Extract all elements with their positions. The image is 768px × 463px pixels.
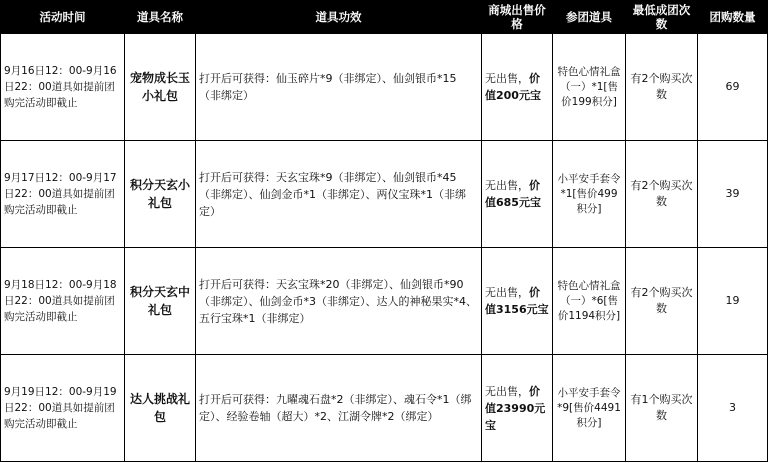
cell-price: [482, 248, 553, 355]
price-value: 价值3156元宝: [485, 286, 549, 316]
table-row: [1, 355, 768, 462]
header-item: 参团道具: [553, 1, 626, 34]
cell-name: 积分天玄小礼包: [125, 141, 196, 248]
cell-effect: 打开后可获得：仙玉碎片*9（非绑定）、仙剑银币*15（非绑定）: [196, 34, 482, 141]
cell-time: 9月19日12：00-9月19日22：00道具如提前团购完活动即截止: [1, 355, 125, 462]
table-row: [1, 141, 768, 248]
cell-item: 小平安手套令*9[售价4491积分]: [553, 355, 626, 462]
price-value: 价值685元宝: [485, 179, 541, 209]
header-time: 活动时间: [1, 1, 125, 34]
cell-price: [482, 141, 553, 248]
cell-effect: 打开后可获得：九曜魂石盘*2（非绑定）、魂石令*1（绑定）、经验卷轴（超大）*2、江湖令牌*2（绑定）: [196, 355, 482, 462]
cell-effect: 打开后可获得：天玄宝珠*9（非绑定）、仙剑银币*45（非绑定）、仙剑金币*1（非绑定）、两仪宝珠*1（非绑定）: [196, 141, 482, 248]
cell-item: 特色心情礼盒（一）*1[售价199积分]: [553, 34, 626, 141]
price-value: 价值200元宝: [485, 72, 541, 102]
table-row: [1, 34, 768, 141]
cell-min: 有2个购买次数: [626, 141, 698, 248]
header-price: 商城出售价格: [482, 1, 553, 34]
price-prefix: 无出售，: [485, 384, 529, 398]
header-count: 团购数量: [698, 1, 768, 34]
cell-count: 39: [698, 141, 768, 248]
cell-time: 9月16日12：00-9月16日22：00道具如提前团购完活动即截止: [1, 34, 125, 141]
cell-item: 小平安手套令*1[售价499积分]: [553, 141, 626, 248]
header-effect: 道具功效: [196, 1, 482, 34]
cell-item: 特色心情礼盒（一）*6[售价1194积分]: [553, 248, 626, 355]
header-name: 道具名称: [125, 1, 196, 34]
header-min: 最低成团次数: [626, 1, 698, 34]
price-value: 价值23990元宝: [485, 384, 546, 432]
cell-name: 达人挑战礼包: [125, 355, 196, 462]
cell-time: 9月17日12：00-9月17日22：00道具如提前团购完活动即截止: [1, 141, 125, 248]
cell-name: 积分天玄中礼包: [125, 248, 196, 355]
cell-min: 有2个购买次数: [626, 34, 698, 141]
cell-count: 69: [698, 34, 768, 141]
price-prefix: 无出售，: [485, 72, 529, 85]
cell-count: 19: [698, 248, 768, 355]
table-row: [1, 248, 768, 355]
cell-min: 有1个购买次数: [626, 355, 698, 462]
cell-price: [482, 34, 553, 141]
cell-min: 有2个购买次数: [626, 248, 698, 355]
cell-count: 3: [698, 355, 768, 462]
cell-name: 宠物成长玉小礼包: [125, 34, 196, 141]
price-prefix: 无出售，: [485, 286, 529, 299]
cell-time: 9月18日12：00-9月18日22：00道具如提前团购完活动即截止: [1, 248, 125, 355]
header-row: [1, 1, 768, 34]
cell-effect: 打开后可获得：天玄宝珠*20（非绑定）、仙剑银币*90（非绑定）、仙剑金币*3（非绑定）、达人的神秘果实*4、五行宝珠*1（非绑定）: [196, 248, 482, 355]
price-prefix: 无出售，: [485, 179, 529, 192]
cell-price: [482, 355, 553, 462]
